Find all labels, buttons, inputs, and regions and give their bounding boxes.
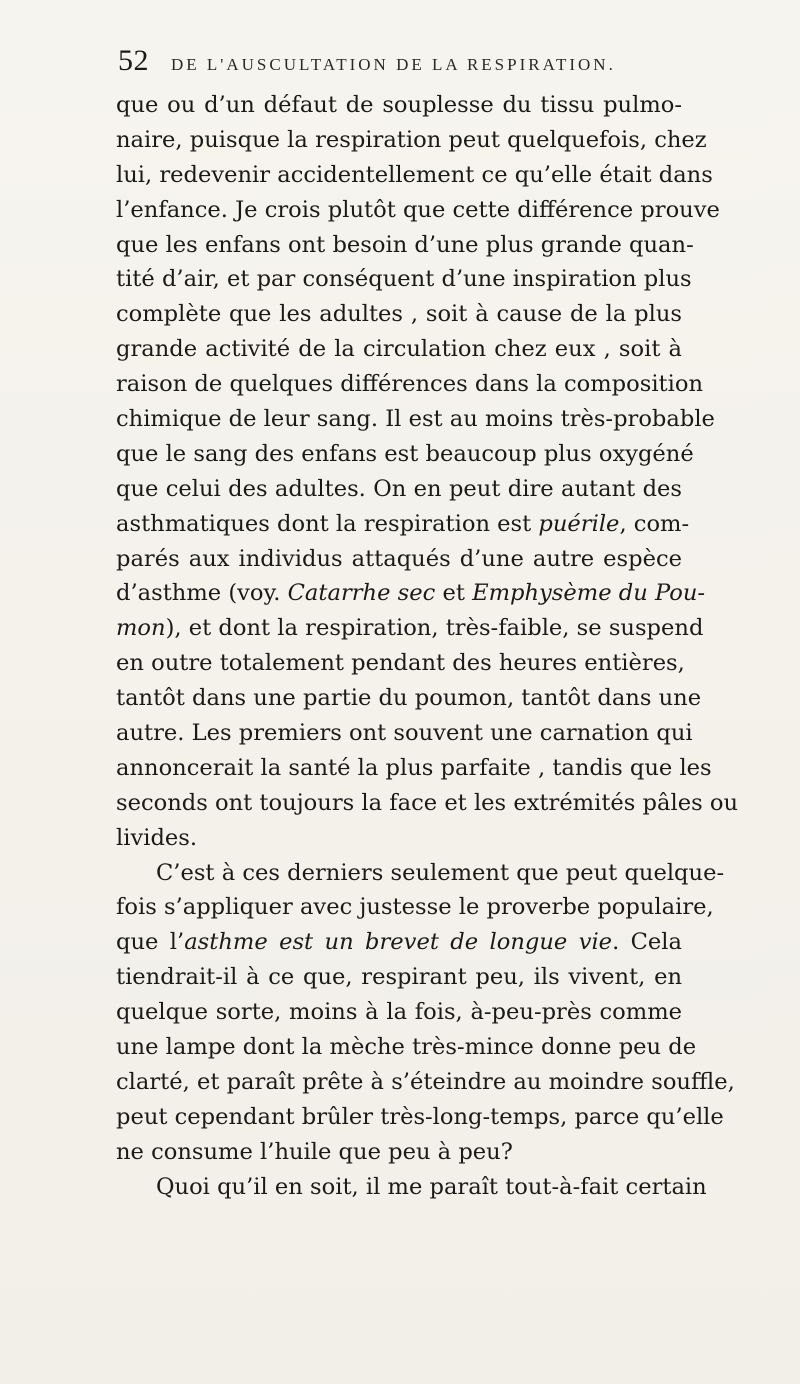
text-line: clarté, et paraît prête à s’éteindre au moindre souffle, [116, 1068, 735, 1095]
text-line: complète que les adultes , soit à cause de la plus [116, 301, 682, 328]
text-line: d’asthme (voy. Catarrhe sec et Emphysème du Pou- [116, 580, 706, 607]
italic-term: Catarrhe sec [287, 580, 436, 607]
text-line: lui, redevenir accidentellement ce qu’elle était dans [116, 161, 713, 188]
text-line: seconds ont toujours la face et les extrémités pâles ou [116, 789, 739, 816]
text-line: chimique de leur sang. Il est au moins très-probable [116, 406, 715, 433]
text-line: Quoi qu’il en soit, il me paraît tout-à-fait certain [156, 1173, 707, 1200]
text-line: livides. [116, 824, 198, 851]
text-line: que celui des adultes. On en peut dire autant des [116, 475, 682, 502]
italic-term: puérile [538, 510, 620, 537]
text-line: ne consume l’huile que peu à peu? [116, 1138, 513, 1165]
text-line: une lampe dont la mèche très-mince donne peu de [116, 1034, 697, 1061]
text-line: tantôt dans une partie du poumon, tantôt dans une [116, 685, 702, 712]
text-line: peut cependant brûler très-long-temps, parce qu’elle [116, 1103, 724, 1130]
text-line: tité d’air, et par conséquent d’une inspiration plus [116, 266, 692, 293]
running-title: DE L'AUSCULTATION DE LA RESPIRATION. [171, 55, 616, 74]
text-line: que les enfans ont besoin d’une plus grande quan- [116, 231, 694, 258]
text-line: mon), et dont la respiration, très-faible, se suspend [116, 615, 704, 642]
text-line: C’est à ces derniers seulement que peut quelque- [156, 859, 725, 886]
text-line: tiendrait-il à ce que, respirant peu, ils vivent, en [116, 964, 682, 991]
text-line: autre. Les premiers ont souvent une carnation qui [116, 720, 693, 747]
running-head [118, 44, 678, 76]
text-line: que l’asthme est un brevet de longue vie. Cela [116, 929, 682, 956]
page-number: 52 [118, 44, 149, 77]
text-line: grande activité de la circulation chez eux , soit à [116, 336, 682, 363]
text-line: que ou d’un défaut de souplesse du tissu pulmo- [116, 92, 682, 118]
text-line: asthmatiques dont la respiration est puérile, com- [116, 510, 690, 537]
text-line: que le sang des enfans est beaucoup plus oxygéné [116, 440, 694, 467]
text-line: l’enfance. Je crois plutôt que cette différence prouve [116, 196, 720, 223]
body-text [116, 88, 739, 1205]
italic-term: mon [116, 615, 166, 642]
text-line: raison de quelques différences dans la composition [116, 371, 704, 398]
italic-term: Emphysème du Pou- [472, 580, 706, 607]
text-line: quelque sorte, moins à la fois, à-peu-près comme [116, 999, 682, 1026]
text-line: parés aux individus attaqués d’une autre espèce [116, 545, 682, 572]
text-line: naire, puisque la respiration peut quelquefois, chez [116, 126, 707, 153]
text-line: en outre totalement pendant des heures entières, [116, 650, 685, 677]
text-line: fois s’appliquer avec justesse le proverbe populaire, [116, 894, 714, 921]
text-line: annoncerait la santé la plus parfaite , tandis que les [116, 754, 712, 781]
italic-term: asthme est un brevet de longue vie [184, 929, 613, 956]
